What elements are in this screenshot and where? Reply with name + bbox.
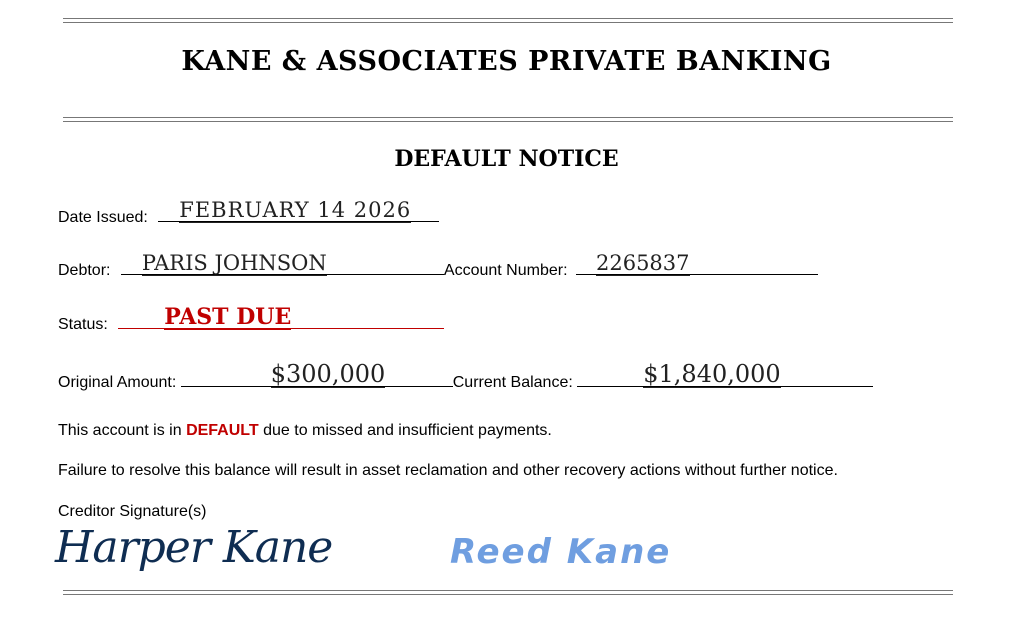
status-field xyxy=(118,303,444,330)
signature-reed-kane: Reed Kane xyxy=(450,532,672,572)
status-value: PAST DUE xyxy=(164,303,292,330)
notice-title: DEFAULT NOTICE xyxy=(394,146,619,172)
current-balance-value: $1,840,000 xyxy=(643,359,781,388)
debtor-label: Debtor: xyxy=(58,262,111,279)
date-issued-label: Date Issued: xyxy=(58,209,148,226)
debtor-field xyxy=(121,250,444,275)
original-amount-label: Original Amount: xyxy=(58,374,177,391)
default-emphasis: DEFAULT xyxy=(186,422,259,439)
current-balance-label: Current Balance: xyxy=(452,374,573,391)
date-issued-value: FEBRUARY 14 2026 xyxy=(179,197,412,222)
debtor-value: PARIS JOHNSON xyxy=(141,250,327,275)
date-issued-row xyxy=(58,197,439,227)
failure-warning: Failure to resolve this balance will result in asset reclamation and other recovery actions without further notice. xyxy=(58,462,838,479)
creditor-signature-label: Creditor Signature(s) xyxy=(58,503,207,520)
original-amount-value: $300,000 xyxy=(270,359,386,388)
header-rule xyxy=(63,117,953,122)
default-statement-suffix: due to missed and insufficient payments. xyxy=(258,422,552,439)
top-rule xyxy=(63,18,953,23)
signature-harper-kane: Harper Kane xyxy=(55,522,333,573)
current-balance-field xyxy=(577,359,873,388)
account-number-value: 2265837 xyxy=(595,250,690,275)
default-statement-prefix: This account is in xyxy=(58,422,187,439)
account-number-label: Account Number: xyxy=(443,262,568,279)
debtor-row xyxy=(58,250,818,280)
status-label: Status: xyxy=(58,316,108,333)
default-statement xyxy=(58,422,552,440)
bank-name: KANE & ASSOCIATES PRIVATE BANKING xyxy=(181,46,832,77)
account-number-field xyxy=(576,250,818,275)
bottom-rule xyxy=(63,590,953,595)
amounts-row xyxy=(58,359,873,392)
status-row xyxy=(58,303,444,334)
date-issued-field xyxy=(158,197,439,222)
original-amount-field xyxy=(181,359,453,388)
